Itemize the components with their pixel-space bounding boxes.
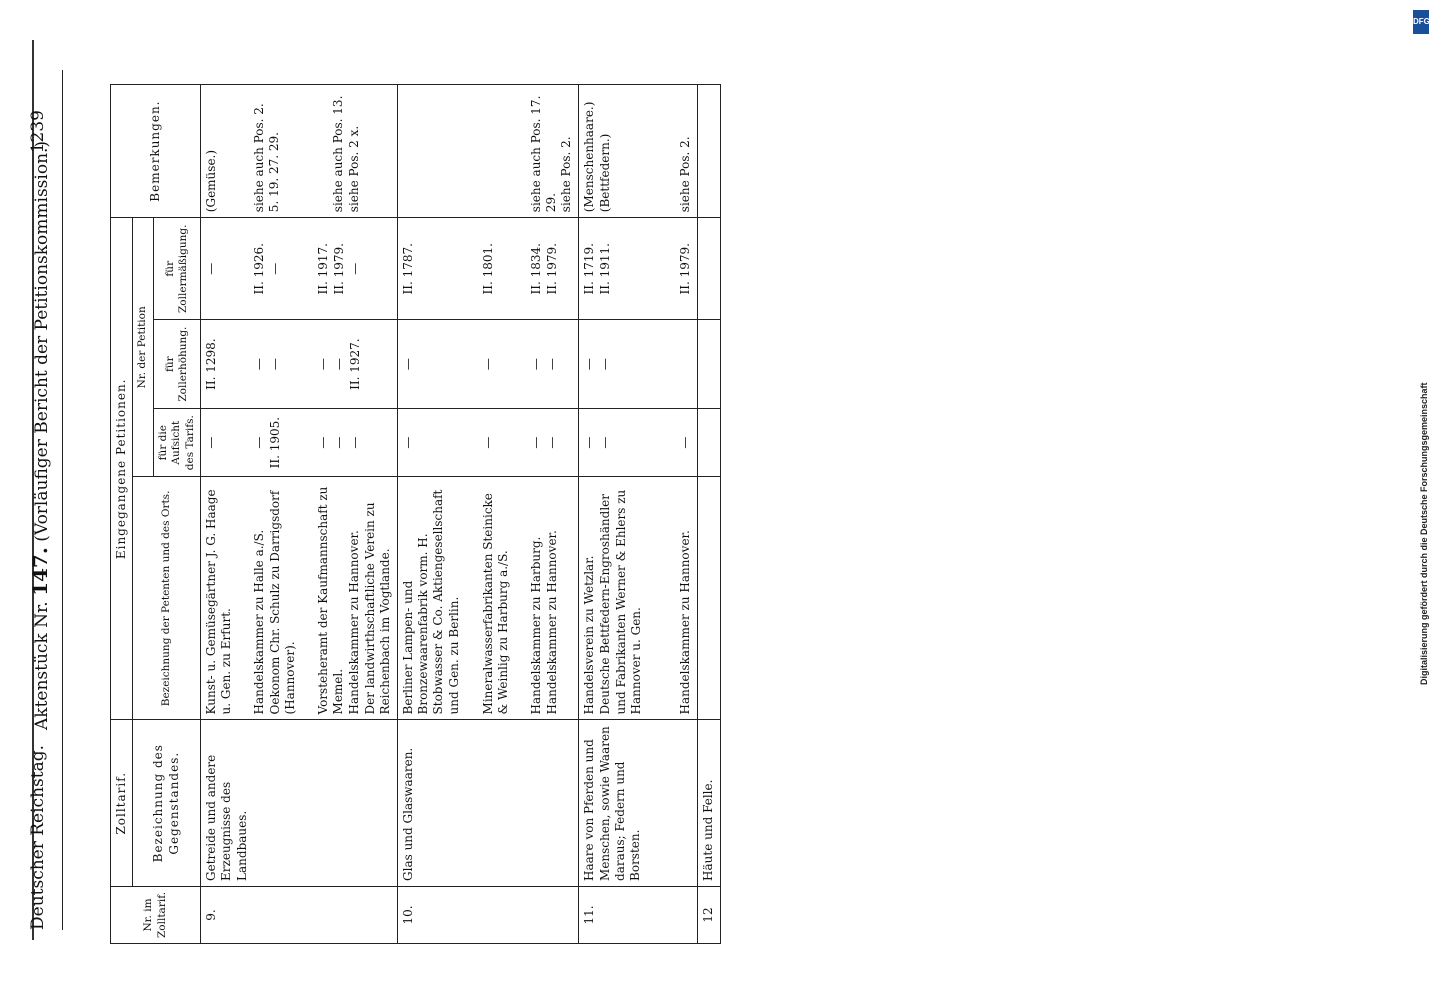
row-nr: 12 (698, 886, 720, 943)
petition-nr: — (204, 262, 219, 275)
row-gegenstand: Glas und Glaswaaren. (397, 720, 579, 887)
row-aufsicht (201, 408, 397, 476)
bemerkung: siehe auch Pos. 13. (330, 95, 345, 213)
petition-nr: II. 1979. (678, 243, 693, 295)
table-row (698, 85, 720, 944)
row-erhoehung (397, 320, 579, 409)
petition-nr: — (528, 436, 543, 449)
row-nr: 10. (397, 886, 579, 943)
petent: Handelskammer zu Halle a./S. (252, 529, 267, 715)
petition-nr: — (528, 358, 543, 371)
col-nr: Nr. im Zolltarif. (111, 886, 201, 943)
row-bemerkungen (201, 85, 397, 218)
petition-nr: II. 1719. (582, 243, 597, 295)
row-erhoehung (579, 320, 698, 409)
tariff-table (110, 84, 721, 944)
bemerkung (401, 90, 481, 212)
petition-nr: — (316, 436, 331, 449)
row-gegenstand: Haare von Pferden und Menschen, sowie Waaren daraus; Federn und Borsten. (579, 720, 698, 887)
bemerkung: (Bettfedern.) (598, 133, 613, 213)
rotated-page (10, 50, 1290, 950)
petition-nr: — (582, 436, 597, 449)
petition-nr: — (598, 436, 613, 449)
petition-nr: — (480, 436, 495, 449)
petition-nr: — (252, 436, 267, 449)
bemerkung: siehe auch Pos. 17. 29. (528, 95, 558, 213)
petition-nr: II. 1979. (544, 243, 559, 295)
group-nr-petition: Nr. der Petition (133, 218, 153, 477)
petent: Handelskammer zu Hannover. (346, 530, 361, 715)
petent: Handelsverein zu Wetzlar. (582, 555, 597, 715)
petent: Handelskammer zu Hannover. (678, 530, 693, 715)
petent: Vorsteheramt der Kaufmannschaft zu Memel. (316, 486, 346, 715)
table-row (397, 85, 579, 944)
col-erhoehung: für Zollerhöhung. (153, 320, 200, 409)
petition-nr: II. 1905. (268, 416, 283, 469)
petition-nr: — (480, 358, 495, 371)
petition-nr: II. 1917. (316, 243, 331, 295)
group-petitionen: Eingegangene Petitionen. (111, 218, 133, 720)
row-nr: 11. (579, 886, 698, 943)
petition-nr: — (348, 436, 363, 449)
bemerkung: siehe Pos. 2. (678, 136, 693, 213)
petition-nr: — (544, 436, 559, 449)
aktenstueck-prefix: Aktenstück Nr. (32, 601, 52, 730)
petent: Oekonom Chr. Schulz zu Darrigsdorf (Hannover). (268, 490, 298, 715)
petition-nr: — (582, 358, 597, 371)
digitization-credit (1414, 10, 1429, 995)
row-petenten (201, 477, 397, 720)
petition-nr: — (678, 436, 693, 449)
petition-nr: II. 1926. (252, 243, 267, 295)
petition-nr: II. 1911. (598, 243, 613, 295)
bemerkung: (Gemüse.) (204, 149, 219, 213)
row-petenten (579, 477, 698, 720)
col-petenten: Bezeichnung der Petenten und des Orts. (133, 477, 201, 720)
bemerkung: siehe Pos. 2. (559, 136, 574, 213)
petition-nr: — (316, 358, 331, 371)
row-erhoehung (201, 320, 397, 409)
petition-nr: — (268, 358, 283, 371)
petition-nr: — (400, 436, 415, 449)
row-ermaessigung (698, 218, 720, 320)
row-petenten (397, 477, 579, 720)
row-aufsicht (698, 408, 720, 476)
petition-nr: — (268, 262, 283, 275)
petition-nr: — (204, 436, 219, 449)
header-rule (62, 70, 63, 930)
petition-nr: II. 1787. (400, 243, 415, 295)
row-nr: 9. (201, 886, 397, 943)
petition-nr: — (598, 358, 613, 371)
petition-nr: — (332, 436, 347, 449)
bemerkung: (Menschenhaare.) (582, 101, 597, 213)
bemerkung (481, 90, 529, 212)
dfg-logo: DFG (1413, 10, 1429, 34)
bemerkung (283, 90, 331, 212)
row-erhoehung (698, 320, 720, 409)
petition-nr: — (544, 358, 559, 371)
row-bemerkungen (579, 85, 698, 218)
col-ermaessigung: für Zollermäßigung. (153, 218, 200, 320)
row-aufsicht (579, 408, 698, 476)
petent: Handelskammer zu Harburg. (528, 536, 543, 715)
page-header (28, 70, 58, 930)
header-aktenstueck (28, 141, 52, 730)
col-bezeichnung: Bezeichnung des Gegenstandes. (133, 720, 201, 887)
row-gegenstand: Häute und Felle. (698, 720, 720, 887)
credit-text: Digitalisierung gefördert durch die Deutsche Forschungsgemeinschaft (1419, 382, 1429, 685)
row-petenten (698, 477, 720, 720)
petition-nr: — (400, 358, 415, 371)
petent: Mineralwasserfabrikanten Steinicke & Weinlig zu Harburg a./S. (480, 493, 510, 715)
petition-nr: — (332, 358, 347, 371)
aktenstueck-number: 147. (28, 547, 52, 596)
page-number: 1239 (28, 110, 48, 154)
petition-nr: II. 1801. (480, 243, 495, 295)
row-ermaessigung (579, 218, 698, 320)
table-row (579, 85, 698, 944)
bemerkung (363, 90, 379, 212)
petent: Berliner Lampen- und Bronzewaarenfabrik vorm. H. Stobwasser & Co. Aktiengesellschaft und Gen. zu Berlin. (400, 489, 461, 715)
col-aufsicht: für die Aufsicht des Tarifs. (153, 408, 200, 476)
petition-nr: II. 1927. (348, 338, 363, 390)
col-bemerkungen: Bemerkungen. (111, 85, 201, 218)
petent: Der landwirthschaftliche Verein zu Reichenbach im Vogtlande. (362, 502, 393, 715)
header-subtitle: (Vorläufiger Bericht der Petitionskommission.) (32, 140, 52, 542)
petent: Kunst- u. Gemüsegärtner J. G. Haage u. Gen. zu Erfurt. (204, 489, 234, 715)
row-ermaessigung (201, 218, 397, 320)
petition-nr: — (348, 262, 363, 275)
group-zolltarif: Zolltarif. (111, 720, 133, 887)
row-gegenstand: Getreide und andere Erzeugnisse des Landbaues. (201, 720, 397, 887)
petition-nr: II. 1979. (332, 243, 347, 295)
table-row (201, 85, 397, 944)
row-aufsicht (397, 408, 579, 476)
row-ermaessigung (397, 218, 579, 320)
petition-nr: — (252, 358, 267, 371)
row-bemerkungen (698, 85, 720, 218)
petition-nr (678, 325, 694, 403)
bemerkung: siehe Pos. 2 x. (346, 125, 361, 213)
petent: Deutsche Bettfedern-Engroshändler und Fabrikanten Werner & Ehlers zu Hannover u. Gen. (598, 489, 643, 715)
petition-nr: II. 1834. (528, 243, 543, 295)
row-bemerkungen (397, 85, 579, 218)
header-left: Deutscher Reichstag. (28, 745, 48, 930)
petent: Handelskammer zu Hannover. (544, 530, 559, 715)
petition-nr: II. 1298. (204, 338, 219, 390)
bemerkung: siehe auch Pos. 2. 5. 19. 27. 29. (252, 103, 282, 213)
